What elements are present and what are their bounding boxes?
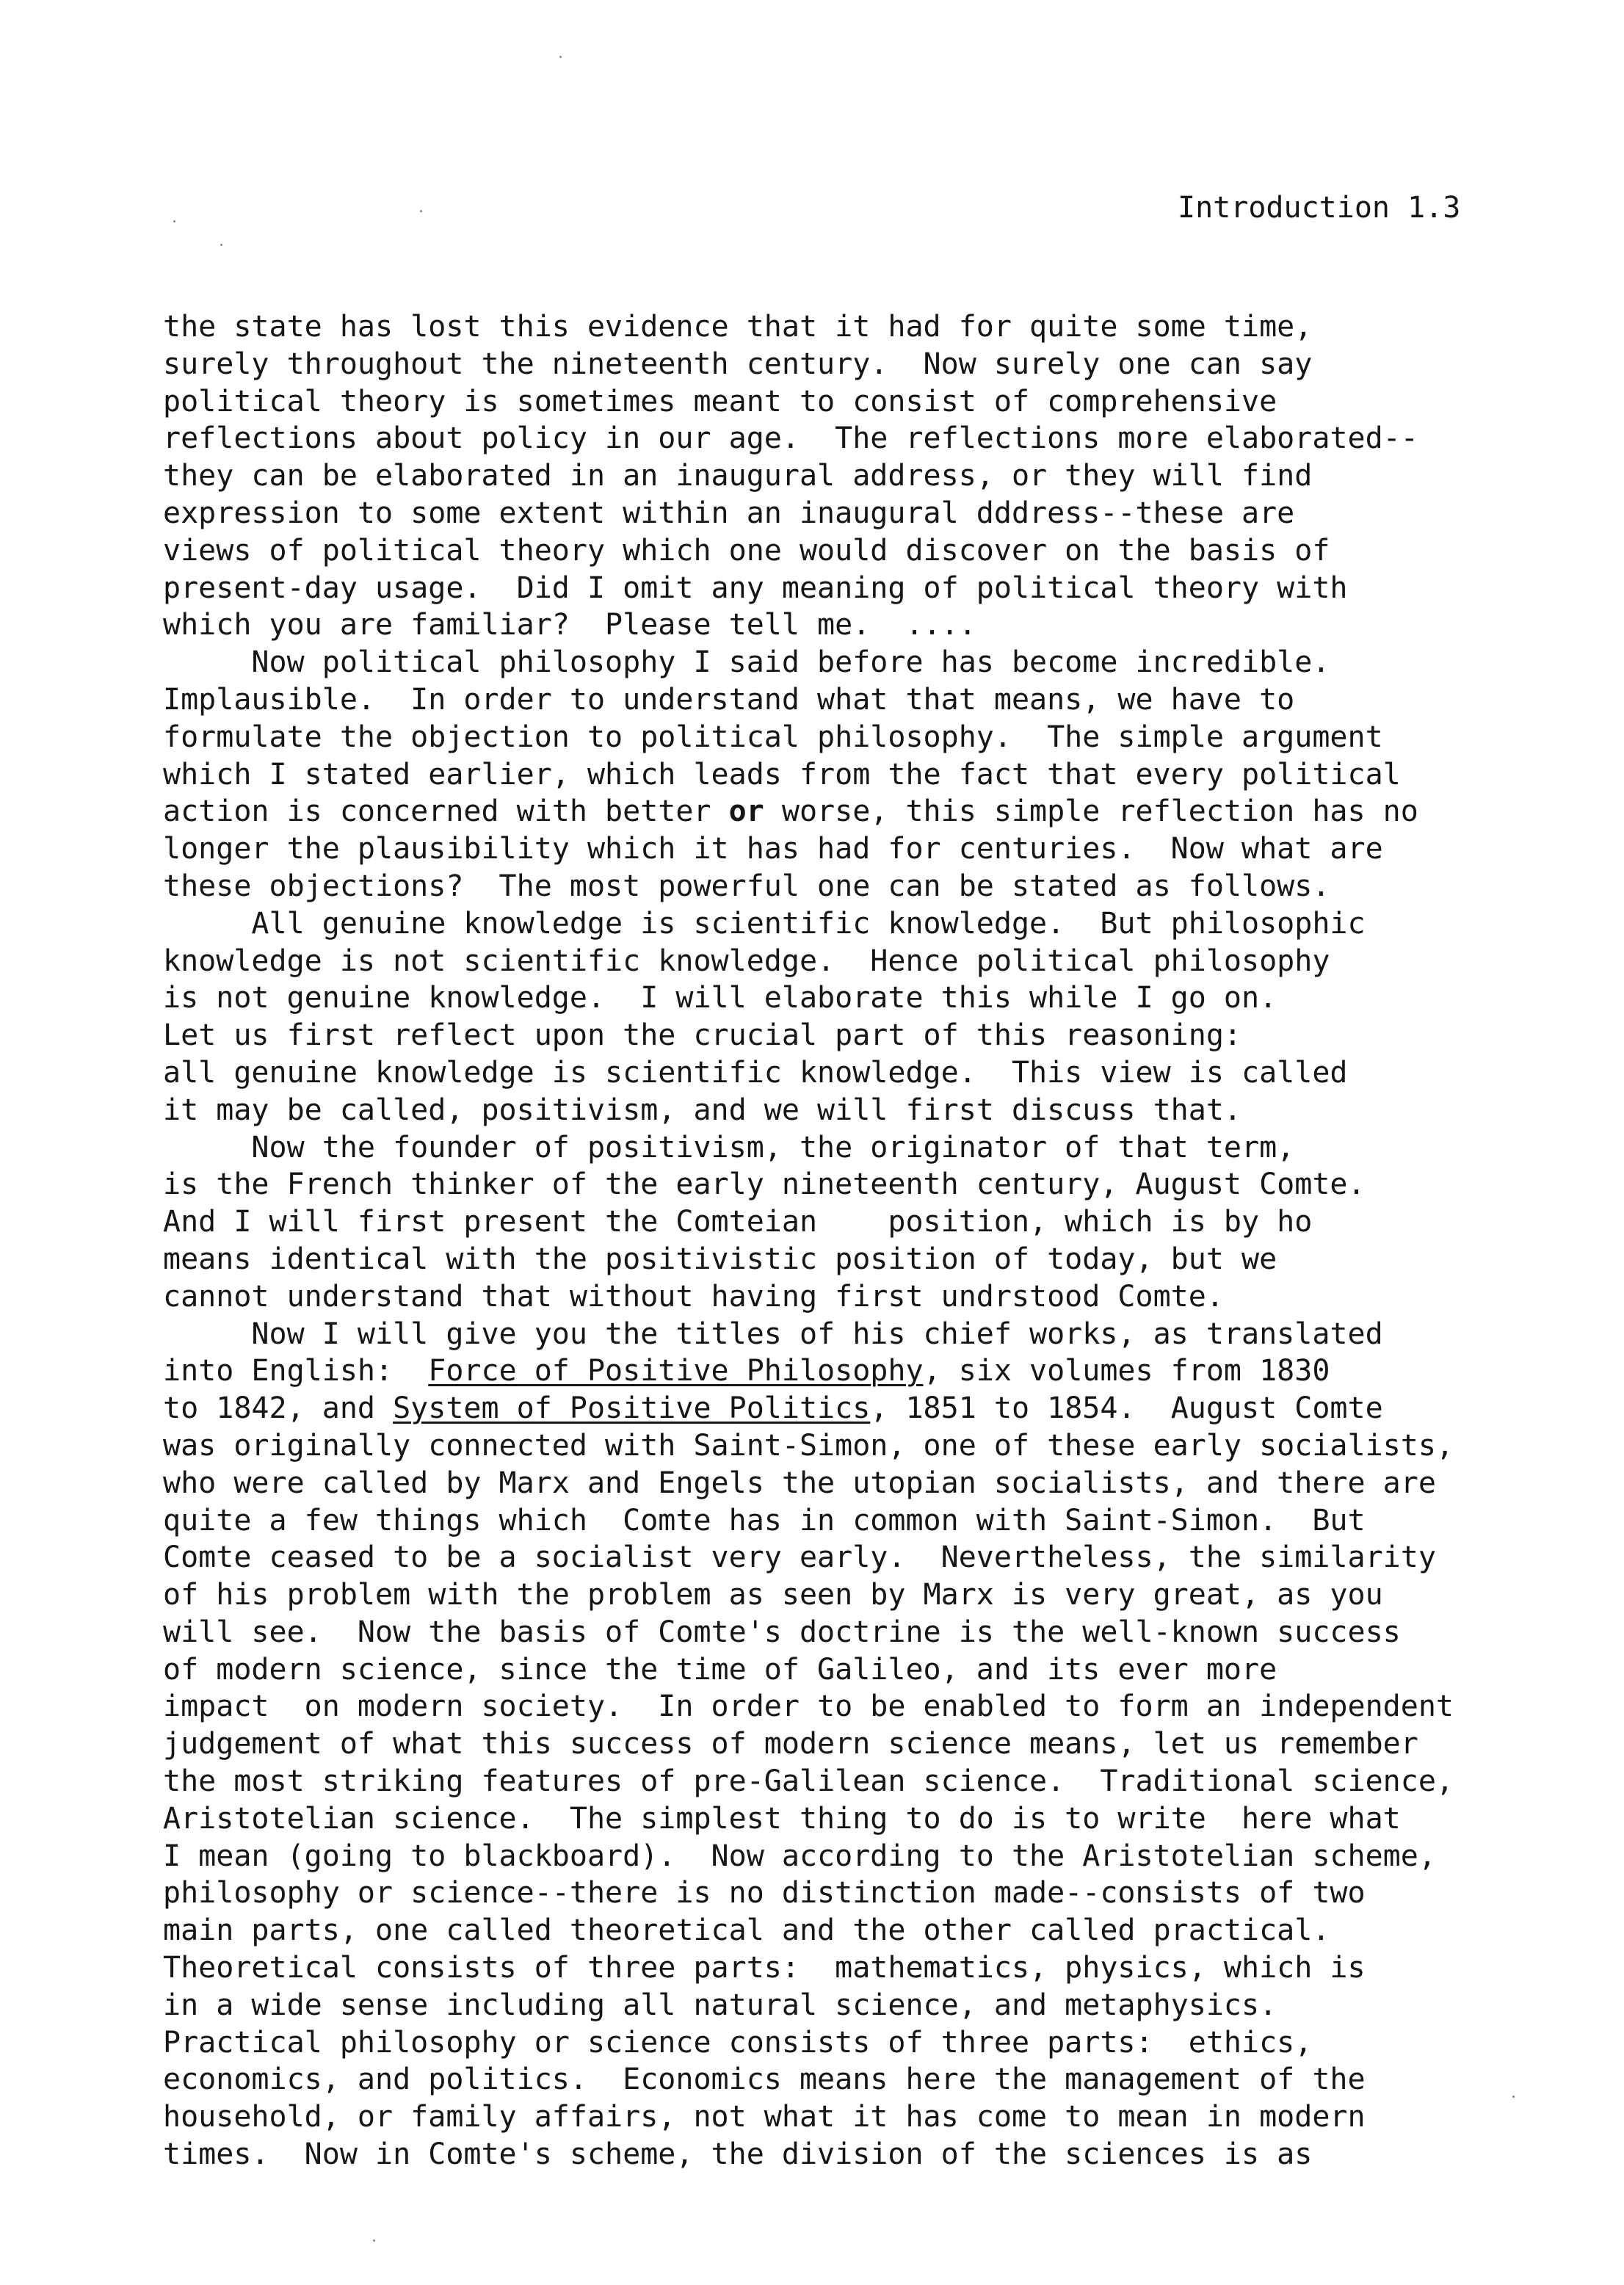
page-header: Introduction 1.3 bbox=[1178, 191, 1461, 225]
text-line: of his problem with the problem as seen by Marx is very great, as you bbox=[163, 1578, 1383, 1612]
book-title-underlined: Force of Positive Philosophy bbox=[428, 1354, 924, 1388]
text-line: views of political theory which one would discover on the basis of bbox=[163, 533, 1330, 568]
text-line bbox=[163, 1390, 1558, 1427]
text-line: is not genuine knowledge. I will elaborate this while I go on. bbox=[163, 981, 1277, 1015]
text-line: formulate the objection to political philosophy. The simple argument bbox=[163, 720, 1383, 754]
text-line: all genuine knowledge is scientific knowledge. This view is called bbox=[163, 1055, 1348, 1090]
text-line: which I stated earlier, which leads from the fact that every political bbox=[163, 757, 1401, 792]
text-line: Now the founder of positivism, the originator of that term, bbox=[163, 1130, 1295, 1165]
text-line: knowledge is not scientific knowledge. Hence political philosophy bbox=[163, 944, 1330, 978]
text-segment: worse, this simple reflection has no bbox=[764, 794, 1418, 829]
text-line: main parts, one called theoretical and the other called practical. bbox=[163, 1913, 1330, 1948]
text-line: times. Now in Comte's scheme, the division of the sciences is as bbox=[163, 2137, 1313, 2172]
text-line: of modern science, since the time of Galileo, and its ever more bbox=[163, 1652, 1277, 1687]
text-line: And I will first present the Comteian position, which is by ho bbox=[163, 1205, 1313, 1239]
text-line: Let us first reflect upon the crucial part of this reasoning: bbox=[163, 1018, 1242, 1053]
scan-speck bbox=[173, 220, 175, 222]
text-line: which you are familiar? Please tell me. .... bbox=[163, 608, 976, 642]
text-line: the state has lost this evidence that it had for quite some time, bbox=[163, 310, 1313, 344]
text-segment: , six volumes from 1830 bbox=[923, 1354, 1330, 1388]
text-line bbox=[163, 1352, 1558, 1390]
text-line: Practical philosophy or science consists of three parts: ethics, bbox=[163, 2025, 1313, 2060]
text-line: Now I will give you the titles of his chief works, as translated bbox=[163, 1317, 1383, 1351]
text-line bbox=[163, 793, 1558, 830]
text-line: reflections about policy in our age. The reflections more elaborated-- bbox=[163, 421, 1418, 456]
scan-speck bbox=[1512, 2096, 1515, 2098]
text-line: Now political philosophy I said before has become incredible. bbox=[163, 645, 1330, 680]
text-line: Aristotelian science. The simplest thing to do is to write here what bbox=[163, 1801, 1401, 1836]
text-line: All genuine knowledge is scientific knowledge. But philosophic bbox=[163, 906, 1366, 941]
text-line: political theory is sometimes meant to consist of comprehensive bbox=[163, 384, 1277, 419]
text-line: I mean (going to blackboard). Now according to the Aristotelian scheme, bbox=[163, 1839, 1436, 1873]
text-line: in a wide sense including all natural science, and metaphysics. bbox=[163, 1988, 1277, 2022]
text-line: it may be called, positivism, and we will first discuss that. bbox=[163, 1093, 1242, 1127]
text-segment: to 1842, and bbox=[163, 1391, 394, 1426]
text-segment: , 1851 to 1854. August Comte bbox=[870, 1391, 1383, 1426]
text-line: judgement of what this success of modern science means, let us remember bbox=[163, 1727, 1418, 1761]
text-line: who were called by Marx and Engels the utopian socialists, and there are bbox=[163, 1466, 1436, 1500]
text-line: household, or family affairs, not what it has come to mean in modern bbox=[163, 2100, 1366, 2134]
scan-speck bbox=[373, 2239, 375, 2242]
text-line: economics, and politics. Economics means here the management of the bbox=[163, 2063, 1366, 2097]
scan-speck bbox=[559, 56, 562, 58]
text-line: philosophy or science--there is no distinction made--consists of two bbox=[163, 1876, 1366, 1911]
book-title-underlined: System of Positive Politics bbox=[393, 1391, 871, 1426]
text-segment: action is concerned with better bbox=[163, 794, 729, 829]
text-line: quite a few things which Comte has in common with Saint-Simon. But bbox=[163, 1503, 1366, 1538]
text-line: they can be elaborated in an inaugural address, or they will find bbox=[163, 459, 1313, 493]
text-line: longer the plausibility which it has had for centuries. Now what are bbox=[163, 832, 1383, 866]
scan-speck bbox=[220, 244, 222, 246]
text-line: means identical with the positivistic position of today, but we bbox=[163, 1242, 1277, 1276]
text-line: Theoretical consists of three parts: mathematics, physics, which is bbox=[163, 1951, 1366, 1985]
text-line: Implausible. In order to understand what that means, we have to bbox=[163, 682, 1295, 717]
text-line: impact on modern society. In order to be enabled to form an independent bbox=[163, 1690, 1454, 1724]
text-line: will see. Now the basis of Comte's doctrine is the well-known success bbox=[163, 1615, 1401, 1649]
text-segment: into English: bbox=[163, 1354, 429, 1388]
body-text bbox=[163, 308, 1558, 2173]
text-line: the most striking features of pre-Galilean science. Traditional science, bbox=[163, 1764, 1454, 1799]
text-line: these objections? The most powerful one can be stated as follows. bbox=[163, 869, 1330, 903]
text-line: cannot understand that without having first undrstood Comte. bbox=[163, 1279, 1224, 1314]
scan-speck bbox=[420, 210, 422, 212]
text-line: is the French thinker of the early nineteenth century, August Comte. bbox=[163, 1167, 1366, 1202]
text-line: present-day usage. Did I omit any meaning of political theory with bbox=[163, 571, 1348, 605]
bold-word: or bbox=[728, 794, 764, 829]
text-line: Comte ceased to be a socialist very early. Nevertheless, the similarity bbox=[163, 1540, 1436, 1575]
text-line: expression to some extent within an inaugural dddress--these are bbox=[163, 496, 1295, 530]
text-line: was originally connected with Saint-Simon, one of these early socialists, bbox=[163, 1428, 1454, 1463]
text-line: surely throughout the nineteenth century. Now surely one can say bbox=[163, 347, 1313, 381]
